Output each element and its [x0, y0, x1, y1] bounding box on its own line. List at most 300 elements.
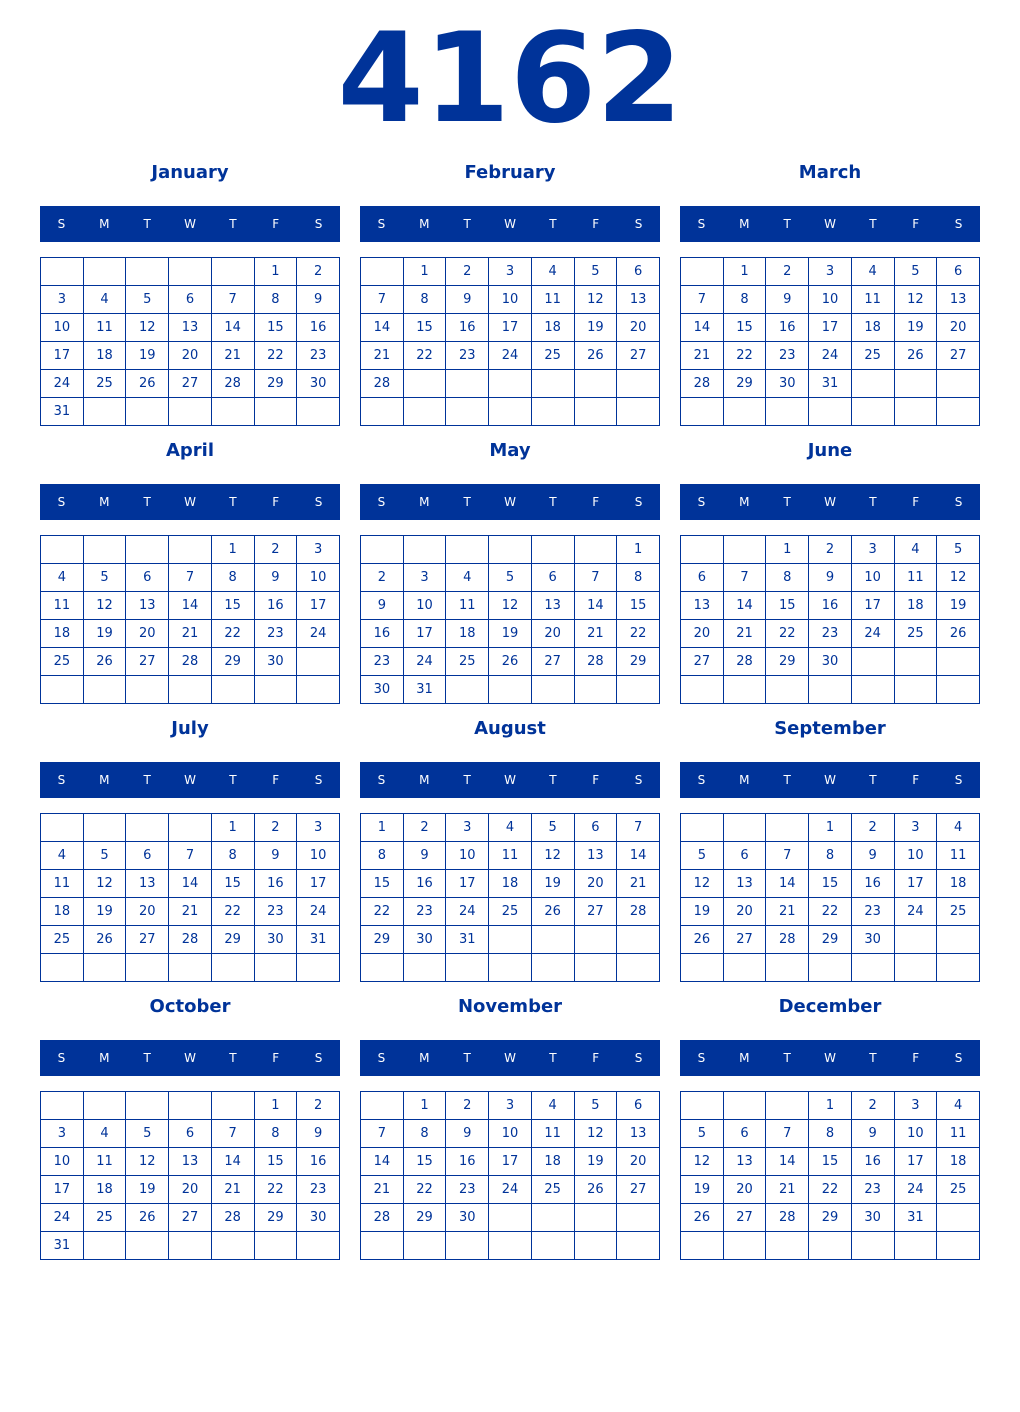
day-cell	[254, 1232, 297, 1260]
weekday-label: F	[912, 495, 920, 509]
week-row	[681, 898, 980, 926]
day-cell	[574, 536, 617, 564]
day-cell: 15	[809, 870, 852, 898]
week-row	[41, 286, 340, 314]
day-cell: 3	[446, 814, 489, 842]
day-cell: 6	[169, 286, 212, 314]
month-january	[40, 160, 340, 426]
day-cell: 24	[851, 620, 894, 648]
day-cell: 16	[297, 1148, 340, 1176]
day-cell: 5	[681, 1120, 724, 1148]
day-cell: 3	[894, 814, 937, 842]
day-cell: 8	[403, 1120, 446, 1148]
day-cell: 16	[851, 870, 894, 898]
day-cell: 17	[894, 870, 937, 898]
day-cell: 25	[894, 620, 937, 648]
day-cell	[681, 258, 724, 286]
day-cell: 25	[446, 648, 489, 676]
day-cell: 21	[169, 898, 212, 926]
day-cell	[937, 398, 980, 426]
day-cell: 17	[446, 870, 489, 898]
week-row	[41, 398, 340, 426]
day-cell: 5	[126, 1120, 169, 1148]
day-cell	[489, 536, 532, 564]
day-cell	[83, 536, 126, 564]
day-cell: 18	[41, 898, 84, 926]
week-row	[361, 620, 660, 648]
weekday-label: W	[504, 773, 516, 787]
day-cell: 7	[169, 564, 212, 592]
week-row	[681, 926, 980, 954]
day-cell: 23	[851, 1176, 894, 1204]
weekday-label: S	[57, 773, 66, 787]
day-cell: 4	[41, 564, 84, 592]
day-cell: 11	[851, 286, 894, 314]
day-cell: 14	[617, 842, 660, 870]
day-cell	[723, 398, 766, 426]
day-cell: 13	[937, 286, 980, 314]
day-cell: 19	[531, 870, 574, 898]
day-cell	[574, 926, 617, 954]
day-cell	[531, 1232, 574, 1260]
day-cell: 2	[851, 1092, 894, 1120]
day-cell	[617, 398, 660, 426]
weekday-label: T	[783, 217, 791, 231]
weekday-label: M	[739, 495, 750, 509]
weekday-label: S	[954, 773, 963, 787]
weekday-header	[680, 206, 980, 242]
day-cell	[254, 676, 297, 704]
weekday-label: F	[592, 773, 600, 787]
day-cell: 30	[297, 370, 340, 398]
day-cell: 28	[169, 926, 212, 954]
day-cell: 9	[851, 1120, 894, 1148]
day-cell: 3	[851, 536, 894, 564]
day-cell	[894, 954, 937, 982]
day-cell: 25	[83, 1204, 126, 1232]
day-cell: 21	[361, 1176, 404, 1204]
day-cell: 21	[766, 898, 809, 926]
day-cell	[489, 370, 532, 398]
day-cell: 14	[574, 592, 617, 620]
week-row	[681, 314, 980, 342]
week-row	[41, 926, 340, 954]
day-cell	[617, 926, 660, 954]
day-cell: 11	[531, 286, 574, 314]
day-cell	[446, 954, 489, 982]
day-cell: 13	[531, 592, 574, 620]
day-cell: 5	[894, 258, 937, 286]
day-cell	[403, 536, 446, 564]
day-cell: 25	[489, 898, 532, 926]
day-cell: 25	[83, 370, 126, 398]
day-cell: 30	[254, 648, 297, 676]
day-cell	[297, 398, 340, 426]
day-cell: 20	[617, 1148, 660, 1176]
day-cell	[531, 398, 574, 426]
day-cell: 29	[617, 648, 660, 676]
day-cell	[574, 370, 617, 398]
month-july	[40, 716, 340, 982]
day-cell	[169, 536, 212, 564]
day-cell: 23	[446, 342, 489, 370]
day-cell	[489, 398, 532, 426]
day-cell	[489, 1204, 532, 1232]
day-cell: 7	[361, 1120, 404, 1148]
day-cell: 29	[254, 370, 297, 398]
day-cell	[83, 1092, 126, 1120]
week-row	[681, 870, 980, 898]
day-cell: 20	[723, 1176, 766, 1204]
day-cell: 9	[809, 564, 852, 592]
days-table	[360, 813, 660, 982]
week-row	[361, 898, 660, 926]
week-row	[41, 536, 340, 564]
weekday-label: T	[143, 773, 151, 787]
day-cell: 11	[83, 1148, 126, 1176]
weekday-label: W	[824, 1051, 836, 1065]
day-cell: 8	[254, 1120, 297, 1148]
day-cell: 22	[723, 342, 766, 370]
day-cell	[297, 954, 340, 982]
day-cell	[169, 258, 212, 286]
day-cell	[617, 370, 660, 398]
day-cell: 30	[851, 926, 894, 954]
day-cell: 4	[937, 814, 980, 842]
weekday-label: T	[549, 495, 557, 509]
day-cell: 13	[169, 1148, 212, 1176]
day-cell: 4	[489, 814, 532, 842]
week-row	[41, 676, 340, 704]
day-cell: 19	[83, 898, 126, 926]
week-row	[361, 592, 660, 620]
day-cell: 17	[894, 1148, 937, 1176]
day-cell	[446, 370, 489, 398]
day-cell	[531, 676, 574, 704]
day-cell: 12	[126, 1148, 169, 1176]
week-row	[41, 1204, 340, 1232]
weekday-label: S	[377, 495, 386, 509]
weekday-label: T	[229, 217, 237, 231]
day-cell: 27	[723, 926, 766, 954]
week-row	[41, 1232, 340, 1260]
weekday-label: S	[697, 495, 706, 509]
day-cell: 6	[723, 1120, 766, 1148]
day-cell	[937, 926, 980, 954]
day-cell: 4	[937, 1092, 980, 1120]
day-cell	[617, 954, 660, 982]
day-cell: 21	[211, 342, 254, 370]
day-cell: 29	[211, 926, 254, 954]
week-row	[361, 648, 660, 676]
day-cell	[446, 398, 489, 426]
month-name: July	[171, 718, 209, 739]
day-cell	[851, 1232, 894, 1260]
day-cell: 4	[531, 258, 574, 286]
day-cell: 30	[403, 926, 446, 954]
day-cell: 24	[809, 342, 852, 370]
day-cell	[83, 398, 126, 426]
weekday-label: T	[783, 1051, 791, 1065]
day-cell	[126, 1092, 169, 1120]
weekday-label: S	[57, 495, 66, 509]
day-cell: 25	[41, 926, 84, 954]
day-cell: 25	[41, 648, 84, 676]
day-cell	[254, 398, 297, 426]
day-cell: 31	[297, 926, 340, 954]
weekday-label: S	[954, 495, 963, 509]
weekday-label: M	[99, 217, 110, 231]
day-cell: 20	[723, 898, 766, 926]
day-cell: 22	[254, 342, 297, 370]
weekday-label: M	[419, 495, 430, 509]
day-cell: 16	[851, 1148, 894, 1176]
day-cell: 10	[894, 1120, 937, 1148]
day-cell: 11	[41, 870, 84, 898]
day-cell	[211, 954, 254, 982]
day-cell: 14	[211, 1148, 254, 1176]
weekday-label: F	[912, 1051, 920, 1065]
day-cell: 4	[531, 1092, 574, 1120]
week-row	[361, 398, 660, 426]
day-cell: 12	[681, 1148, 724, 1176]
weekday-label: F	[272, 217, 280, 231]
day-cell: 25	[851, 342, 894, 370]
day-cell: 30	[766, 370, 809, 398]
day-cell	[681, 536, 724, 564]
day-cell: 16	[403, 870, 446, 898]
day-cell: 6	[937, 258, 980, 286]
day-cell: 2	[297, 1092, 340, 1120]
day-cell: 20	[937, 314, 980, 342]
month-name: December	[778, 996, 882, 1017]
week-row	[681, 258, 980, 286]
month-september	[680, 716, 980, 982]
day-cell: 10	[809, 286, 852, 314]
day-cell: 16	[446, 1148, 489, 1176]
week-row	[41, 314, 340, 342]
day-cell: 3	[489, 258, 532, 286]
day-cell: 20	[126, 898, 169, 926]
weekday-label: F	[272, 1051, 280, 1065]
week-row	[681, 592, 980, 620]
week-row	[681, 954, 980, 982]
day-cell: 28	[211, 370, 254, 398]
weekday-header	[360, 762, 660, 798]
day-cell: 9	[446, 286, 489, 314]
day-cell: 14	[723, 592, 766, 620]
month-february	[360, 160, 660, 426]
month-name: January	[151, 162, 229, 183]
day-cell: 4	[894, 536, 937, 564]
day-cell	[574, 1232, 617, 1260]
day-cell	[126, 536, 169, 564]
days-table	[40, 813, 340, 982]
day-cell	[723, 1232, 766, 1260]
day-cell: 24	[446, 898, 489, 926]
day-cell	[681, 1232, 724, 1260]
day-cell: 31	[41, 398, 84, 426]
day-cell	[211, 258, 254, 286]
day-cell: 6	[681, 564, 724, 592]
day-cell: 27	[126, 648, 169, 676]
day-cell	[766, 676, 809, 704]
day-cell: 30	[361, 676, 404, 704]
weekday-label: M	[99, 495, 110, 509]
day-cell: 12	[126, 314, 169, 342]
day-cell: 15	[766, 592, 809, 620]
weekday-label: S	[697, 217, 706, 231]
day-cell: 10	[489, 286, 532, 314]
weekday-label: F	[272, 495, 280, 509]
weekday-label: M	[99, 1051, 110, 1065]
weekday-label: S	[314, 773, 323, 787]
day-cell	[361, 258, 404, 286]
day-cell: 11	[937, 1120, 980, 1148]
week-row	[681, 1120, 980, 1148]
day-cell	[766, 1092, 809, 1120]
day-cell: 4	[83, 286, 126, 314]
day-cell	[126, 398, 169, 426]
day-cell	[894, 648, 937, 676]
day-cell: 15	[723, 314, 766, 342]
day-cell: 25	[531, 342, 574, 370]
week-row	[361, 676, 660, 704]
day-cell: 1	[723, 258, 766, 286]
weekday-label: F	[592, 495, 600, 509]
day-cell	[766, 1232, 809, 1260]
day-cell	[403, 370, 446, 398]
day-cell: 4	[446, 564, 489, 592]
day-cell: 2	[851, 814, 894, 842]
day-cell	[169, 1232, 212, 1260]
day-cell: 30	[809, 648, 852, 676]
day-cell: 12	[681, 870, 724, 898]
weekday-label: T	[549, 773, 557, 787]
week-row	[681, 676, 980, 704]
month-october	[40, 994, 340, 1260]
day-cell	[211, 676, 254, 704]
day-cell	[403, 954, 446, 982]
day-cell: 1	[809, 1092, 852, 1120]
week-row	[681, 1148, 980, 1176]
day-cell: 20	[169, 1176, 212, 1204]
days-table	[680, 1091, 980, 1260]
day-cell: 17	[41, 342, 84, 370]
day-cell: 26	[489, 648, 532, 676]
day-cell: 7	[361, 286, 404, 314]
month-june	[680, 438, 980, 704]
day-cell: 12	[937, 564, 980, 592]
day-cell: 23	[403, 898, 446, 926]
week-row	[41, 1092, 340, 1120]
weekday-header	[680, 484, 980, 520]
weekday-label: T	[549, 1051, 557, 1065]
day-cell: 20	[617, 314, 660, 342]
day-cell: 3	[809, 258, 852, 286]
day-cell: 18	[894, 592, 937, 620]
day-cell: 28	[361, 370, 404, 398]
week-row	[41, 564, 340, 592]
weekday-label: W	[824, 217, 836, 231]
day-cell: 20	[126, 620, 169, 648]
day-cell: 28	[723, 648, 766, 676]
day-cell	[937, 1204, 980, 1232]
month-name: April	[165, 440, 215, 461]
day-cell: 2	[766, 258, 809, 286]
day-cell: 22	[617, 620, 660, 648]
week-row	[361, 1092, 660, 1120]
day-cell: 16	[254, 592, 297, 620]
day-cell	[574, 676, 617, 704]
day-cell	[937, 1232, 980, 1260]
day-cell: 19	[681, 898, 724, 926]
day-cell: 2	[254, 814, 297, 842]
weekday-label: T	[229, 773, 237, 787]
day-cell: 28	[617, 898, 660, 926]
day-cell: 10	[403, 592, 446, 620]
day-cell	[169, 676, 212, 704]
day-cell: 15	[617, 592, 660, 620]
day-cell: 27	[126, 926, 169, 954]
weekday-label: T	[869, 495, 877, 509]
day-cell: 12	[489, 592, 532, 620]
day-cell: 14	[169, 870, 212, 898]
week-row	[361, 370, 660, 398]
day-cell: 25	[937, 1176, 980, 1204]
day-cell: 24	[41, 1204, 84, 1232]
day-cell	[937, 648, 980, 676]
day-cell: 7	[681, 286, 724, 314]
day-cell: 13	[126, 592, 169, 620]
week-row	[681, 620, 980, 648]
week-row	[361, 258, 660, 286]
weekday-label: S	[634, 495, 643, 509]
day-cell	[83, 954, 126, 982]
weekday-label: S	[57, 1051, 66, 1065]
weekday-label: S	[697, 773, 706, 787]
day-cell: 1	[403, 258, 446, 286]
day-cell	[211, 398, 254, 426]
day-cell: 3	[403, 564, 446, 592]
day-cell: 9	[254, 842, 297, 870]
weekday-label: M	[99, 773, 110, 787]
week-row	[41, 620, 340, 648]
day-cell	[766, 814, 809, 842]
day-cell: 5	[126, 286, 169, 314]
weekday-label: W	[504, 1051, 516, 1065]
weekday-label: M	[739, 773, 750, 787]
day-cell: 13	[617, 286, 660, 314]
week-row	[361, 342, 660, 370]
day-cell	[809, 676, 852, 704]
day-cell: 18	[531, 314, 574, 342]
week-row	[361, 1176, 660, 1204]
day-cell: 17	[809, 314, 852, 342]
day-cell: 12	[83, 870, 126, 898]
day-cell: 28	[361, 1204, 404, 1232]
day-cell	[531, 536, 574, 564]
day-cell	[531, 370, 574, 398]
day-cell: 21	[169, 620, 212, 648]
day-cell	[531, 926, 574, 954]
day-cell: 15	[403, 1148, 446, 1176]
week-row	[361, 286, 660, 314]
day-cell: 2	[446, 1092, 489, 1120]
day-cell: 16	[254, 870, 297, 898]
day-cell: 26	[83, 926, 126, 954]
day-cell: 4	[851, 258, 894, 286]
